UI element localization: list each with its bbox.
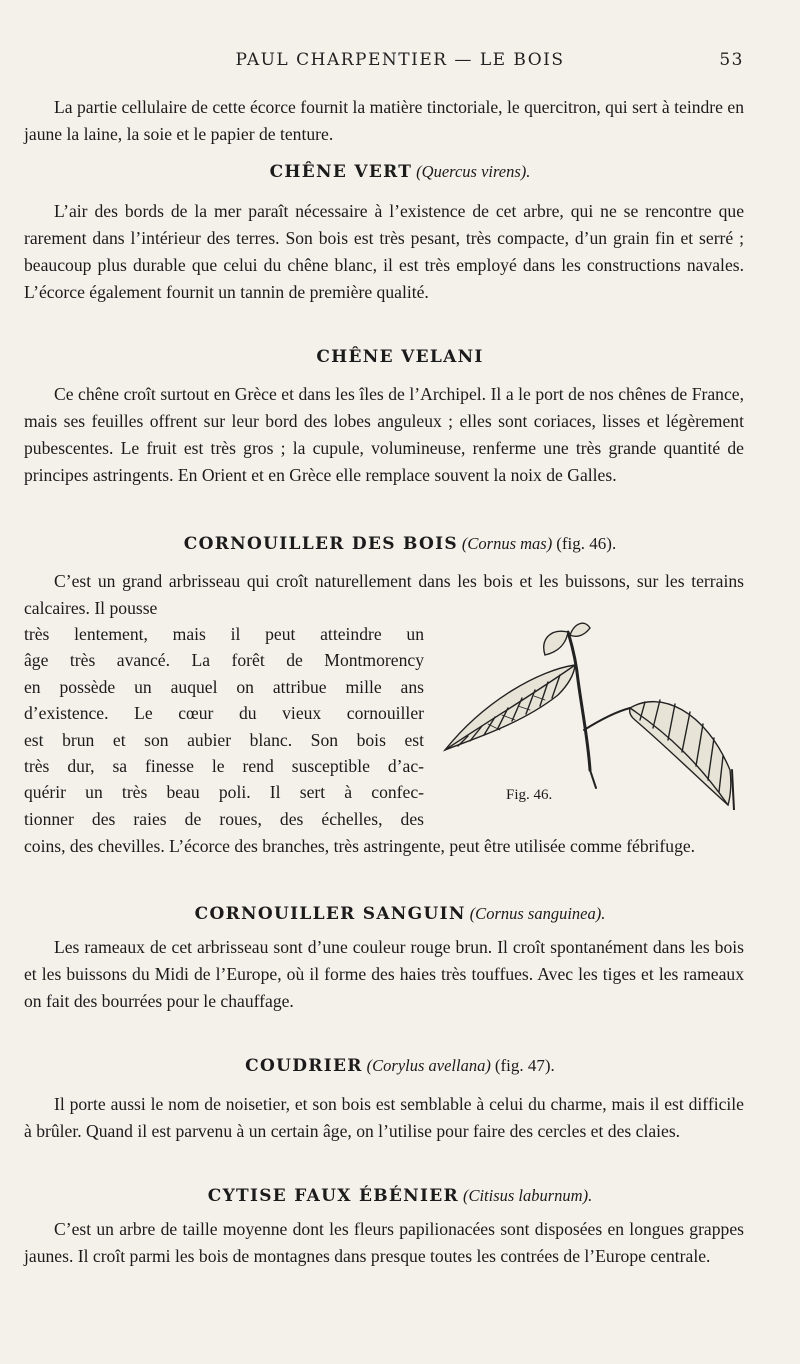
section-heading-chene-vert	[0, 160, 800, 184]
section-latin-name: (Cornus mas)	[461, 534, 553, 553]
figure-caption: Fig. 46.	[506, 787, 553, 803]
text-line: très dur, sa finesse le rend susceptible d’ac-	[24, 755, 424, 776]
paragraph-coudrier: Il porte aussi le nom de noisetier, et son bois est semblable à celui du charme, mais il est difficile à brûler. Quand il est parvenu à un certain âge, on l’utilise pour faire des cercles et des claies.	[24, 1094, 744, 1141]
section-title: CORNOUILLER SANGUIN	[194, 904, 466, 924]
section-latin-name: (Corylus avellana)	[366, 1056, 491, 1075]
paragraph-chene-vert: L’air des bords de la mer paraît nécessaire à l’existence de cet arbre, qui ne se rencontre que rarement dans l’intérieur des terres. Son bois est très pesant, très compacte, d’un grain fin et serré ; beaucoup plus durable que celui du chêne blanc, il est très employé dans les constructions navales. L’écorce également fournit un tannin de première qualité.	[24, 201, 744, 302]
section-latin-name: (Citisus laburnum).	[462, 1186, 593, 1205]
section-heading-chene-velani	[0, 345, 800, 369]
section-title: CORNOUILLER DES BOIS	[183, 534, 458, 554]
text-line: d’existence. Le cœur du vieux cornouiller	[24, 703, 424, 724]
text-line: âge très avancé. La forêt de Montmorency	[24, 650, 424, 671]
page-number: 53	[719, 50, 744, 70]
paragraph-quercitron: La partie cellulaire de cette écorce fournit la matière tinctoriale, le quercitron, qui sert à teindre en jaune la laine, la soie et le papier de tenture.	[24, 97, 744, 144]
paragraph-cornouiller-wrapped	[24, 621, 424, 832]
paragraph-cornouiller-end: coins, des chevilles. L’écorce des branches, très astringente, peut être utilisée comme fébrifuge.	[24, 836, 696, 856]
section-title: CYTISE FAUX ÉBÉNIER	[207, 1186, 459, 1206]
figure-reference: (fig. 47).	[494, 1056, 555, 1075]
figure-46-illustration	[440, 620, 735, 810]
paragraph-cytise: C’est un arbre de taille moyenne dont les fleurs papilionacées sont disposées en longues grappes jaunes. Il croît parmi les bois de montagnes dans presque toutes les contrées de l’Europe centrale.	[24, 1219, 744, 1266]
text-line: quérir un très beau poli. Il sert à confec-	[24, 782, 424, 803]
paragraph-cornouiller-sanguin: Les rameaux de cet arbrisseau sont d’une couleur rouge brun. Il croît spontanément dans les bois et les buissons du Midi de l’Europe, où il forme des haies très touffues. Avec les tiges et les rameaux on fait des bourrées pour le chauffage.	[24, 937, 744, 1011]
figure-reference: (fig. 46).	[556, 534, 617, 553]
section-latin-name: (Cornus sanguinea).	[469, 904, 606, 923]
section-heading-coudrier	[0, 1054, 800, 1078]
paragraph-cornouiller-intro: C’est un grand arbrisseau qui croît naturellement dans les bois et les buissons, sur les terrains calcaires. Il pousse	[24, 571, 744, 618]
paragraph-chene-velani: Ce chêne croît surtout en Grèce et dans les îles de l’Archipel. Il a le port de nos chênes de France, mais ses feuilles offrent sur leur bord des lobes anguleux ; elles sont coriaces, lisses et légèrement pubescentes. Le fruit est très gros ; la cupule, volumineuse, renferme une très grande quantité de principes astringents. En Orient et en Grèce elle remplace souvent la noix de Galles.	[24, 384, 744, 485]
running-header	[0, 50, 800, 74]
section-title: COUDRIER	[245, 1056, 363, 1076]
section-title: CHÊNE VERT	[269, 162, 413, 182]
running-title: PAUL CHARPENTIER — LE BOIS	[235, 50, 565, 70]
text-line: en possède un auquel on attribue mille ans	[24, 676, 424, 697]
section-title: CHÊNE VELANI	[316, 347, 484, 367]
section-heading-cytise	[0, 1184, 800, 1208]
text-line: très lentement, mais il peut atteindre un	[24, 624, 424, 644]
text-line: tionner des raies de roues, des échelles, des	[24, 808, 424, 829]
section-latin-name: (Quercus virens).	[416, 162, 531, 181]
text-line: est brun et son aubier blanc. Son bois est	[24, 729, 424, 750]
section-heading-cornouiller-des-bois	[0, 532, 800, 556]
section-heading-cornouiller-sanguin	[0, 902, 800, 926]
cornus-branch-engraving	[440, 620, 735, 810]
